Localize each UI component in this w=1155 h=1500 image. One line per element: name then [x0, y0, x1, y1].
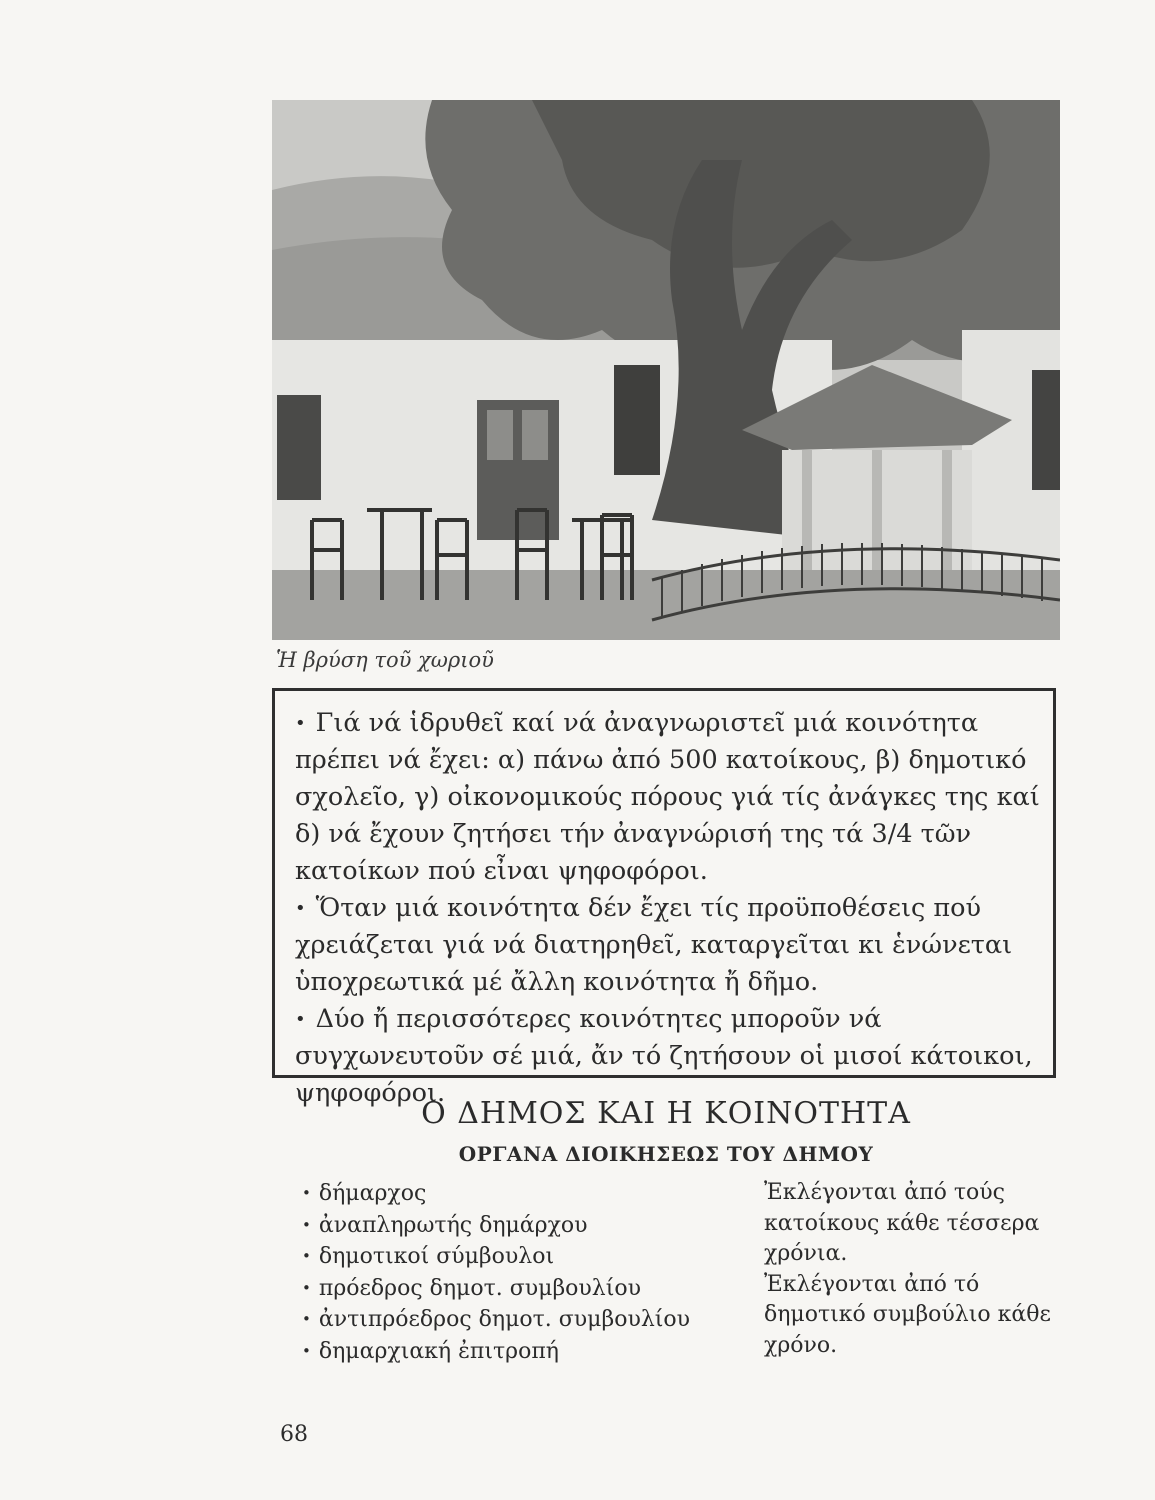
- rule-text: Δύο ἤ περισσότερες κοινότητες μποροῦν νά συγχωνευτοῦν σέ μιά, ἄν τό ζητήσουν οἱ μισοί κάτοικοι, ψηφοφόροι.: [295, 1004, 1033, 1108]
- election-notes: [764, 1178, 1064, 1361]
- page-number: 68: [280, 1422, 308, 1447]
- community-rules-box: [272, 688, 1056, 1108]
- organ-label: ἀναπληρωτής δημάρχου: [318, 1212, 588, 1238]
- bullet-icon: •: [295, 1009, 306, 1030]
- list-item: [302, 1178, 762, 1210]
- organ-label: δήμαρχος: [318, 1181, 427, 1206]
- section-title: Ο ΔΗΜΟΣ ΚΑΙ Η ΚΟΙΝΟΤΗΤΑ: [421, 1096, 911, 1131]
- rule-item: [295, 890, 1041, 1001]
- village-fountain-illustration: [272, 100, 1060, 640]
- list-item: [302, 1241, 762, 1273]
- election-note: Ἐκλέγονται ἀπό τό δημοτικό συμβούλιο κάθε χρόνο.: [764, 1271, 1051, 1358]
- list-item: [302, 1210, 762, 1242]
- organ-label: δημαρχιακή ἐπιτροπή: [318, 1338, 559, 1364]
- list-item: [302, 1304, 762, 1336]
- bullet-icon: •: [302, 1310, 311, 1328]
- organ-label: ἀντιπρόεδρος δημοτ. συμβουλίου: [318, 1307, 691, 1332]
- rule-text: Γιά νά ἱδρυθεῖ καί νά ἀναγνωριστεῖ μιά κοινότητα πρέπει νά ἔχει: α) πάνω ἀπό 500 κατοίκους, β) δημοτικό σχολεῖο, γ) οἰκονομικούς πόρους γιά τίς ἀνάγκες της καί δ) νά ἔχουν ζητήσει τήν ἀναγνώρισή της τά 3/4 τῶν κατοίκων πού εἶναι ψηφοφόροι.: [295, 708, 1040, 886]
- figure-caption: Ἡ βρύση τοῦ χωριοῦ: [276, 648, 494, 672]
- organ-label: δημοτικοί σύμβουλοι: [318, 1244, 555, 1269]
- bullet-icon: •: [295, 898, 306, 919]
- bullet-icon: •: [295, 713, 306, 734]
- section-subtitle: ΟΡΓΑΝΑ ΔΙΟΙΚΗΣΕΩΣ ΤΟΥ ΔΗΜΟΥ: [458, 1142, 874, 1166]
- election-note: Ἐκλέγονται ἀπό τούς κατοίκους κάθε τέσσερα χρόνια.: [764, 1180, 1040, 1266]
- rule-item: [295, 705, 1041, 890]
- bullet-icon: •: [302, 1341, 311, 1360]
- rule-text: Ὅταν μιά κοινότητα δέν ἔχει τίς προϋποθέσεις πού χρειάζεται γιά νά διατηρηθεῖ, καταργεῖται κι ἑνώνεται ὑποχρεωτικά μέ ἄλλη κοινότητα ἤ δῆμο.: [295, 893, 1013, 997]
- organ-label: πρόεδρος δημοτ. συμβουλίου: [318, 1275, 641, 1301]
- bullet-icon: •: [302, 1215, 311, 1234]
- bullet-icon: •: [302, 1184, 311, 1202]
- bullet-icon: •: [302, 1247, 311, 1265]
- list-item: [302, 1336, 762, 1368]
- municipal-organs-list: [302, 1178, 762, 1367]
- bullet-icon: •: [302, 1278, 311, 1297]
- list-item: [302, 1273, 762, 1305]
